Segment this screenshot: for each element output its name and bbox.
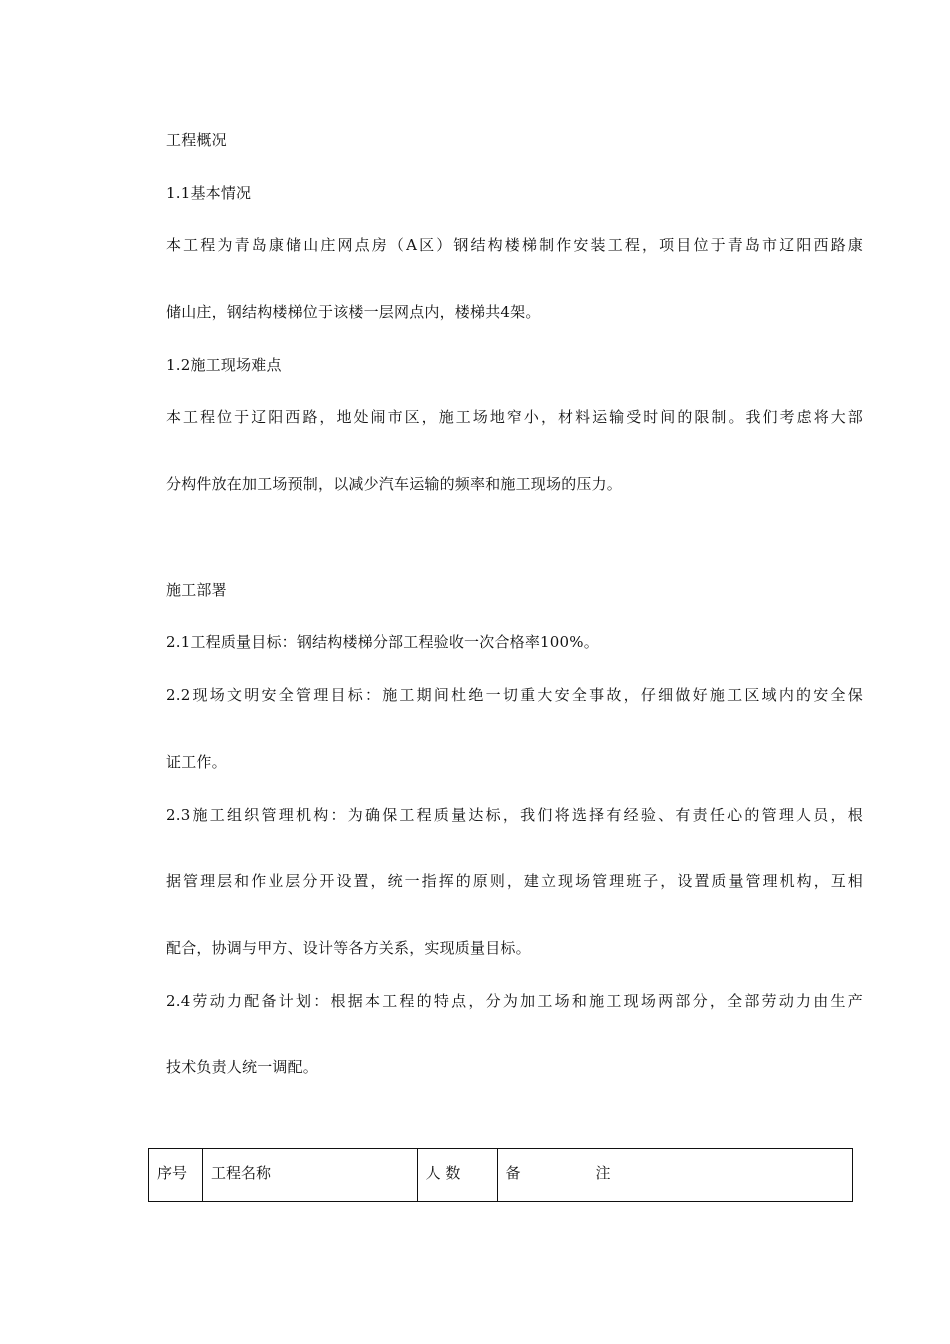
section1-title: 工程概况 — [166, 131, 227, 149]
item-2-2-line2: 证工作。 — [166, 753, 227, 771]
subsection-1-2-heading: 1.2施工现场难点 — [166, 356, 282, 374]
header-project-name: 工程名称 — [202, 1149, 417, 1202]
header-remark-part-b: 注 — [595, 1164, 611, 1182]
item-2-2-line1: 2.2现场文明安全管理目标：施工期间杜绝一切重大安全事故，仔细做好施工区域内的安全保 — [166, 686, 863, 704]
item-2-3-line1: 2.3施工组织管理机构：为确保工程质量达标，我们将选择有经验、有责任心的管理人员，根 — [166, 806, 863, 824]
table-header-row — [149, 1149, 853, 1202]
item-2-3-line2: 据管理层和作业层分开设置，统一指挥的原则，建立现场管理班子，设置质量管理机构，互相 — [166, 872, 863, 890]
header-remark — [497, 1149, 852, 1202]
subsection-1-1-heading: 1.1基本情况 — [166, 184, 252, 202]
header-remark-part-a: 备 — [505, 1164, 521, 1182]
header-headcount: 人 数 — [417, 1149, 497, 1202]
item-2-4-line1: 2.4劳动力配备计划：根据本工程的特点，分为加工场和施工现场两部分，全部劳动力由生产 — [166, 992, 863, 1010]
item-2-1: 2.1工程质量目标：钢结构楼梯分部工程验收一次合格率100%。 — [166, 633, 599, 651]
paragraph-difficulty-line2: 分构件放在加工场预制，以减少汽车运输的频率和施工现场的压力。 — [166, 475, 623, 493]
paragraph-basic-info-line2: 储山庄，钢结构楼梯位于该楼一层网点内，楼梯共4架。 — [166, 303, 541, 321]
item-2-3-line3: 配合，协调与甲方、设计等各方关系，实现质量目标。 — [166, 939, 531, 957]
paragraph-difficulty-line1: 本工程位于辽阳西路，地处闹市区，施工场地窄小，材料运输受时间的限制。我们考虑将大部 — [166, 408, 863, 426]
paragraph-basic-info-line1: 本工程为青岛康储山庄网点房（A区）钢结构楼梯制作安装工程，项目位于青岛市辽阳西路康 — [166, 236, 863, 254]
section2-title: 施工部署 — [166, 581, 227, 599]
labor-plan-table — [148, 1148, 853, 1202]
header-seq: 序号 — [149, 1149, 203, 1202]
item-2-4-line2: 技术负责人统一调配。 — [166, 1058, 319, 1076]
